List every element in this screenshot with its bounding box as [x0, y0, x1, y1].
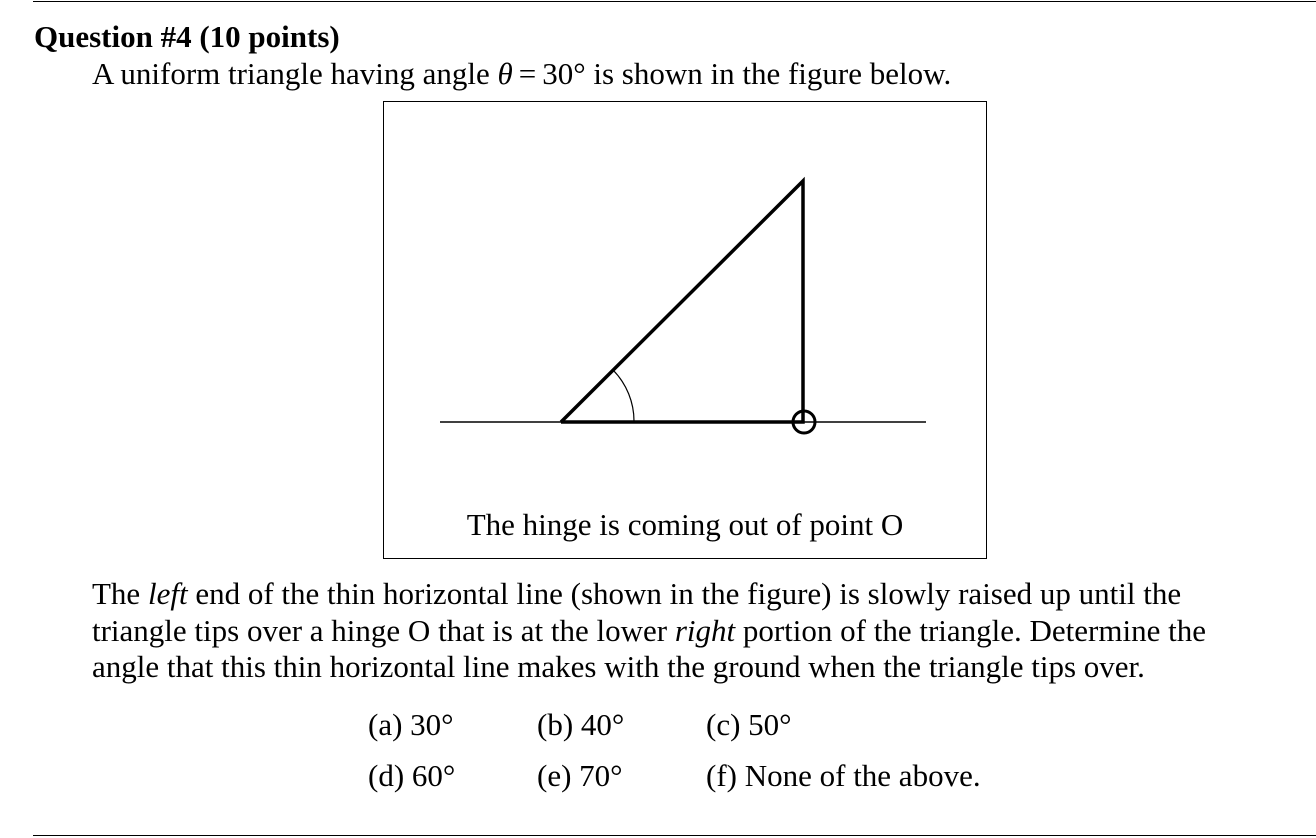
question-intro	[92, 55, 951, 93]
body-line-2	[92, 613, 1292, 650]
option-c: (c) 50°	[706, 707, 792, 742]
body-line-1	[92, 576, 1292, 613]
question-title: Question #4 (10 points)	[34, 19, 340, 54]
top-rule	[33, 1, 1316, 2]
triangle-figure	[383, 101, 987, 559]
body-line-1-end: end of the thin horizontal line (shown in the figure) is slowly raised up until the	[187, 576, 1182, 611]
triangle-diagram	[384, 102, 988, 560]
body-line-2-start: triangle tips over a hinge O that is at the lower	[92, 612, 675, 648]
option-b: (b) 40°	[537, 707, 625, 742]
theta-symbol: θ	[497, 56, 513, 91]
intro-text-after: is shown in the figure below.	[593, 56, 952, 91]
emphasis-left: left	[147, 576, 188, 611]
emphasis-right: right	[674, 612, 736, 648]
equals-sign: =	[518, 56, 537, 91]
intro-text-before: A uniform triangle having angle	[92, 56, 490, 91]
body-line-3: angle that this thin horizontal line makes with the ground when the triangle tips over.	[92, 649, 1145, 684]
triangle-outline	[561, 181, 803, 422]
question-body	[92, 576, 1292, 686]
body-line-2-end: portion of the triangle. Determine the	[735, 612, 1206, 648]
option-f: (f) None of the above.	[706, 758, 981, 793]
option-a: (a) 30°	[368, 707, 454, 742]
bottom-rule	[33, 835, 1316, 836]
option-e: (e) 70°	[537, 758, 623, 793]
figure-caption: The hinge is coming out of point O	[466, 507, 904, 542]
angle-value: 30°	[542, 56, 586, 91]
angle-arc	[613, 370, 634, 422]
body-line-1-start: The	[92, 576, 148, 611]
option-d: (d) 60°	[368, 758, 456, 793]
